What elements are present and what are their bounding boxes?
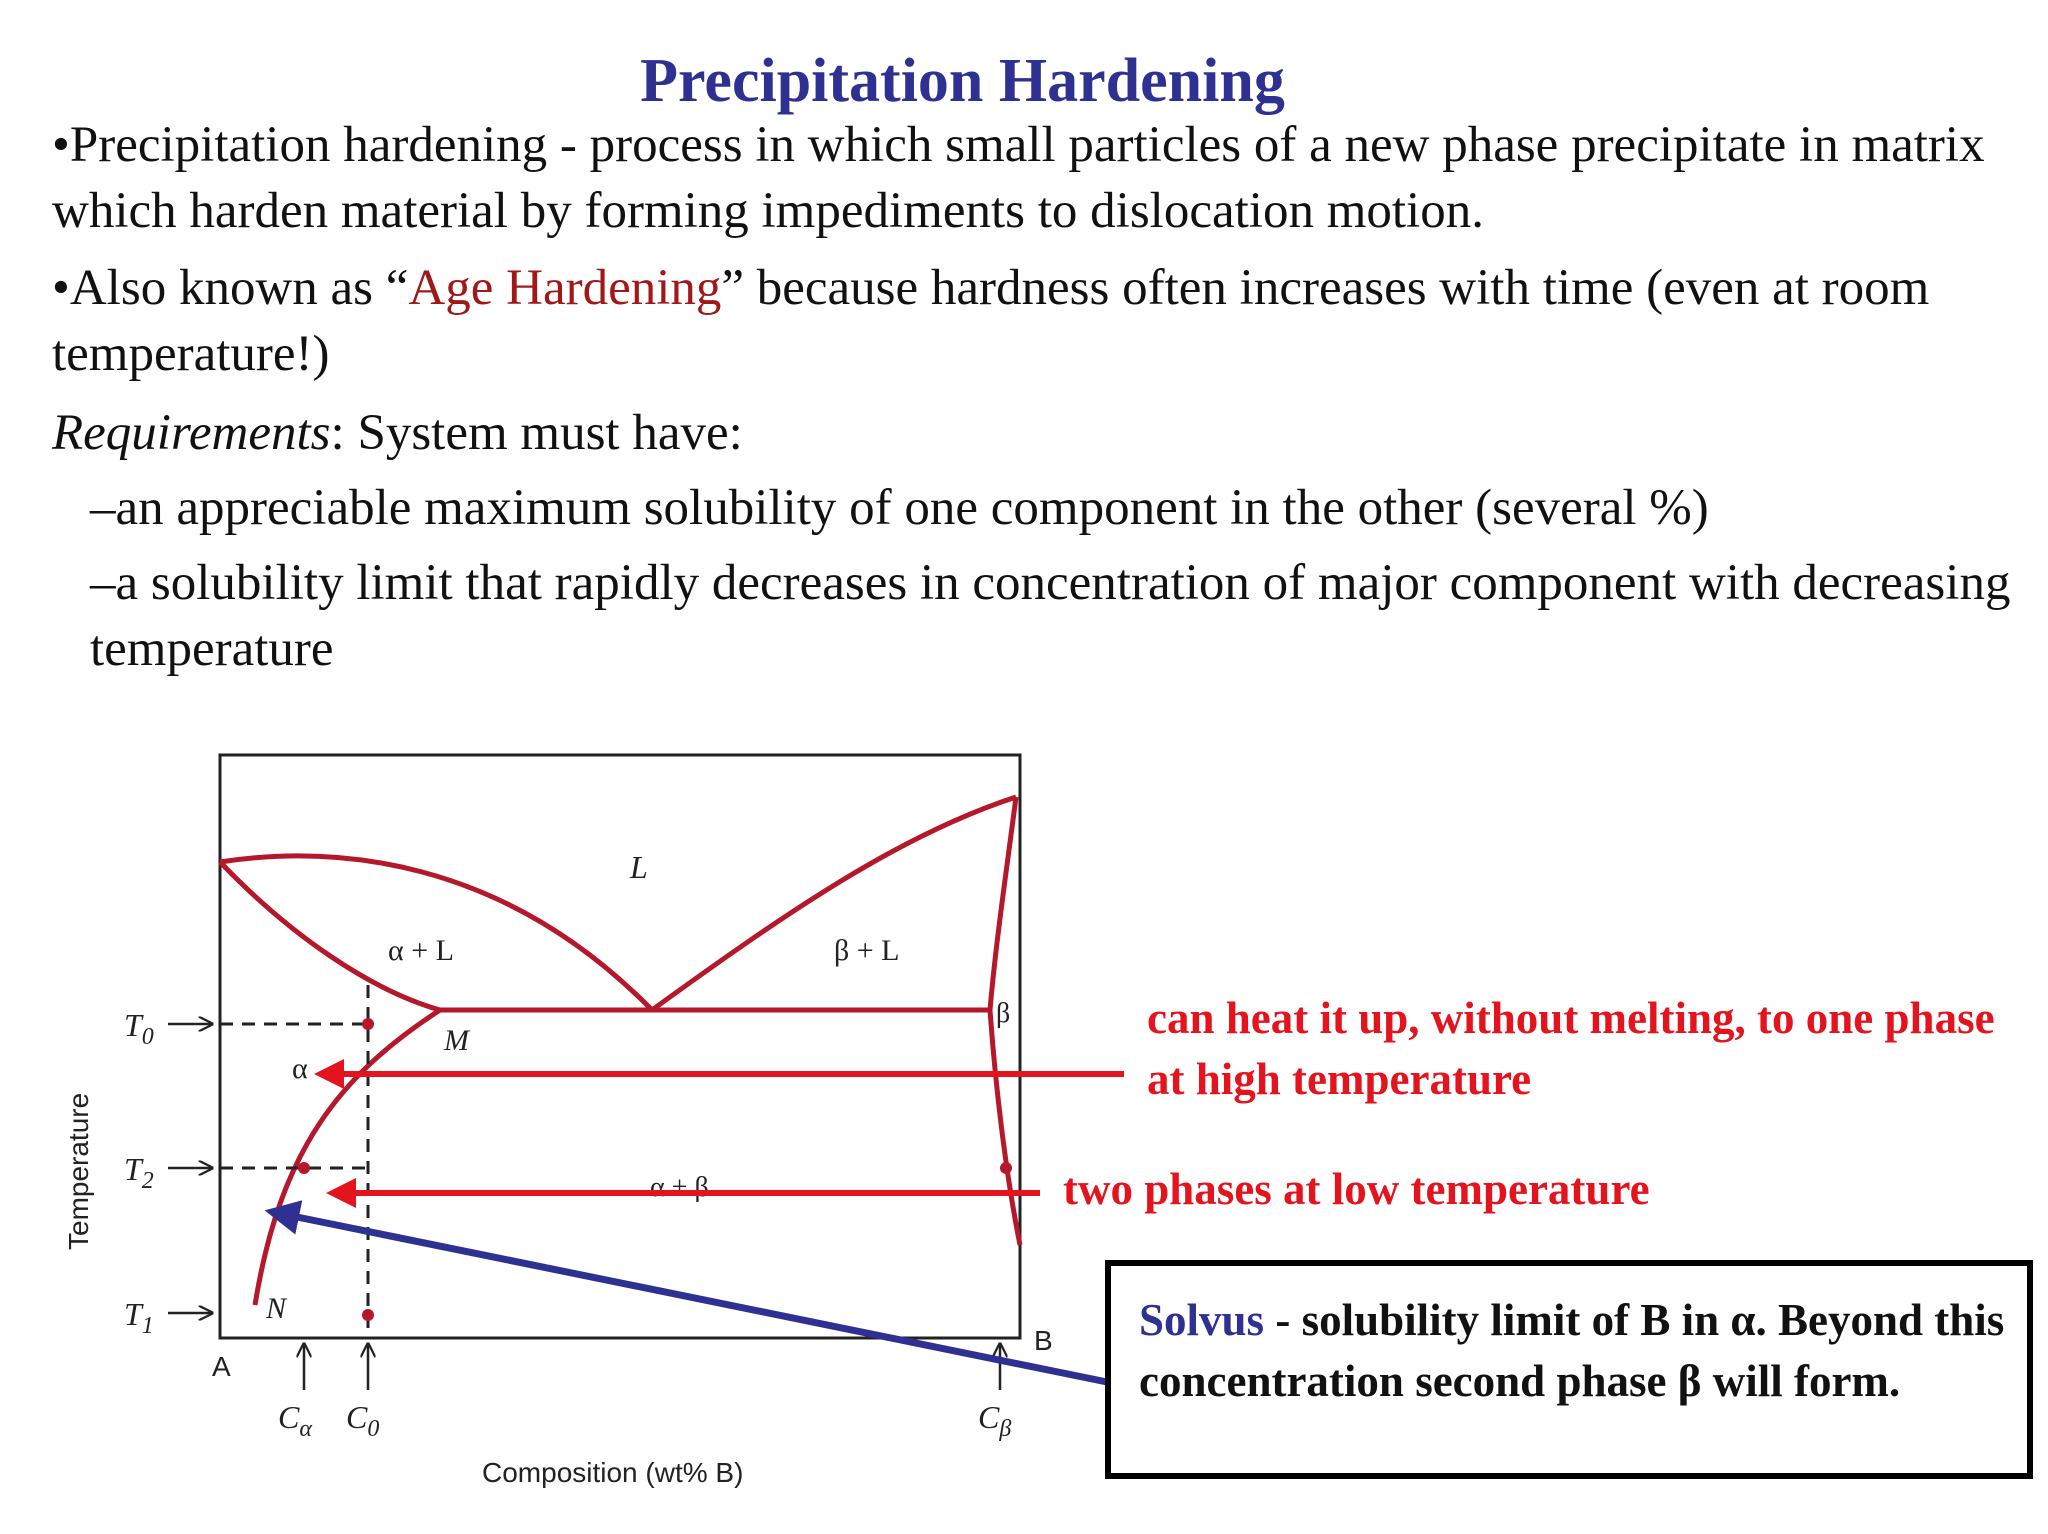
label-a: A — [212, 1351, 231, 1382]
point-t2-calpha — [298, 1162, 310, 1174]
age-hardening-term: Age Hardening — [408, 260, 722, 316]
liquidus-right — [652, 797, 1016, 1010]
solvus-definition-box — [1105, 1260, 2033, 1479]
solvus-description: - solubility limit of B in α. Beyond this concentration second phase β will form. — [1139, 1295, 2005, 1406]
point-t0-c0 — [362, 1018, 374, 1030]
bullet-age-after: ” because hardness often increases with time (even at room temperature!) — [52, 260, 1930, 383]
callout-two-phases: two phases at low temperature — [1063, 1164, 1650, 1214]
requirements-label: Requirements — [52, 405, 331, 461]
x-axis-label: Composition (wt% B) — [482, 1457, 744, 1488]
slide-title: Precipitation Hardening — [640, 47, 1285, 115]
label-b: B — [1034, 1325, 1053, 1356]
callout-heat-one-phase: can heat it up, without melting, to one phase at high temperature — [1147, 993, 1995, 1104]
point-t1-c0 — [362, 1309, 374, 1321]
requirements-rest: : System must have: — [330, 405, 743, 461]
bullet-precipitation-definition: •Precipitation hardening - process in which small particles of a new phase precipitate in matrix which harden material by forming impediments to dislocation motion. — [52, 117, 1985, 240]
label-c-beta: $C_\beta$ — [978, 1399, 1012, 1442]
solvus-beta — [990, 1010, 1020, 1245]
label-c-zero: $C_0$ — [346, 1399, 380, 1442]
label-t2: $T_2$ — [124, 1151, 154, 1194]
liquidus-left — [220, 856, 652, 1010]
region-alpha-beta: α + β — [650, 1172, 709, 1203]
point-t2-cbeta — [1000, 1162, 1012, 1174]
label-t1: $T_1$ — [124, 1296, 154, 1339]
region-beta: β — [996, 998, 1011, 1029]
point-label-m: M — [444, 1024, 469, 1057]
solidus-right — [990, 797, 1016, 1010]
requirement-solubility: –an appreciable maximum solubility of one component in the other (several %) — [90, 480, 1709, 536]
region-liquid: L — [630, 849, 648, 885]
requirement-decreasing-limit: –a solubility limit that rapidly decreases in concentration of major component with decreasing temperature — [90, 555, 2011, 678]
bullet-age-before: •Also known as “ — [52, 260, 409, 316]
region-alpha: α — [292, 1052, 308, 1085]
solvus-term: Solvus — [1139, 1295, 1265, 1345]
point-label-n: N — [266, 1292, 287, 1325]
solvus-alpha — [255, 1010, 440, 1305]
region-alpha-liquid: α + L — [388, 934, 454, 967]
region-beta-liquid: β + L — [834, 934, 900, 967]
arrow-solvus — [292, 1216, 1107, 1382]
diagram-frame — [220, 755, 1020, 1338]
label-c-alpha: $C_\alpha$ — [278, 1399, 312, 1442]
label-t0: $T_0$ — [124, 1007, 154, 1050]
y-axis-label: Temperature — [63, 1092, 94, 1250]
